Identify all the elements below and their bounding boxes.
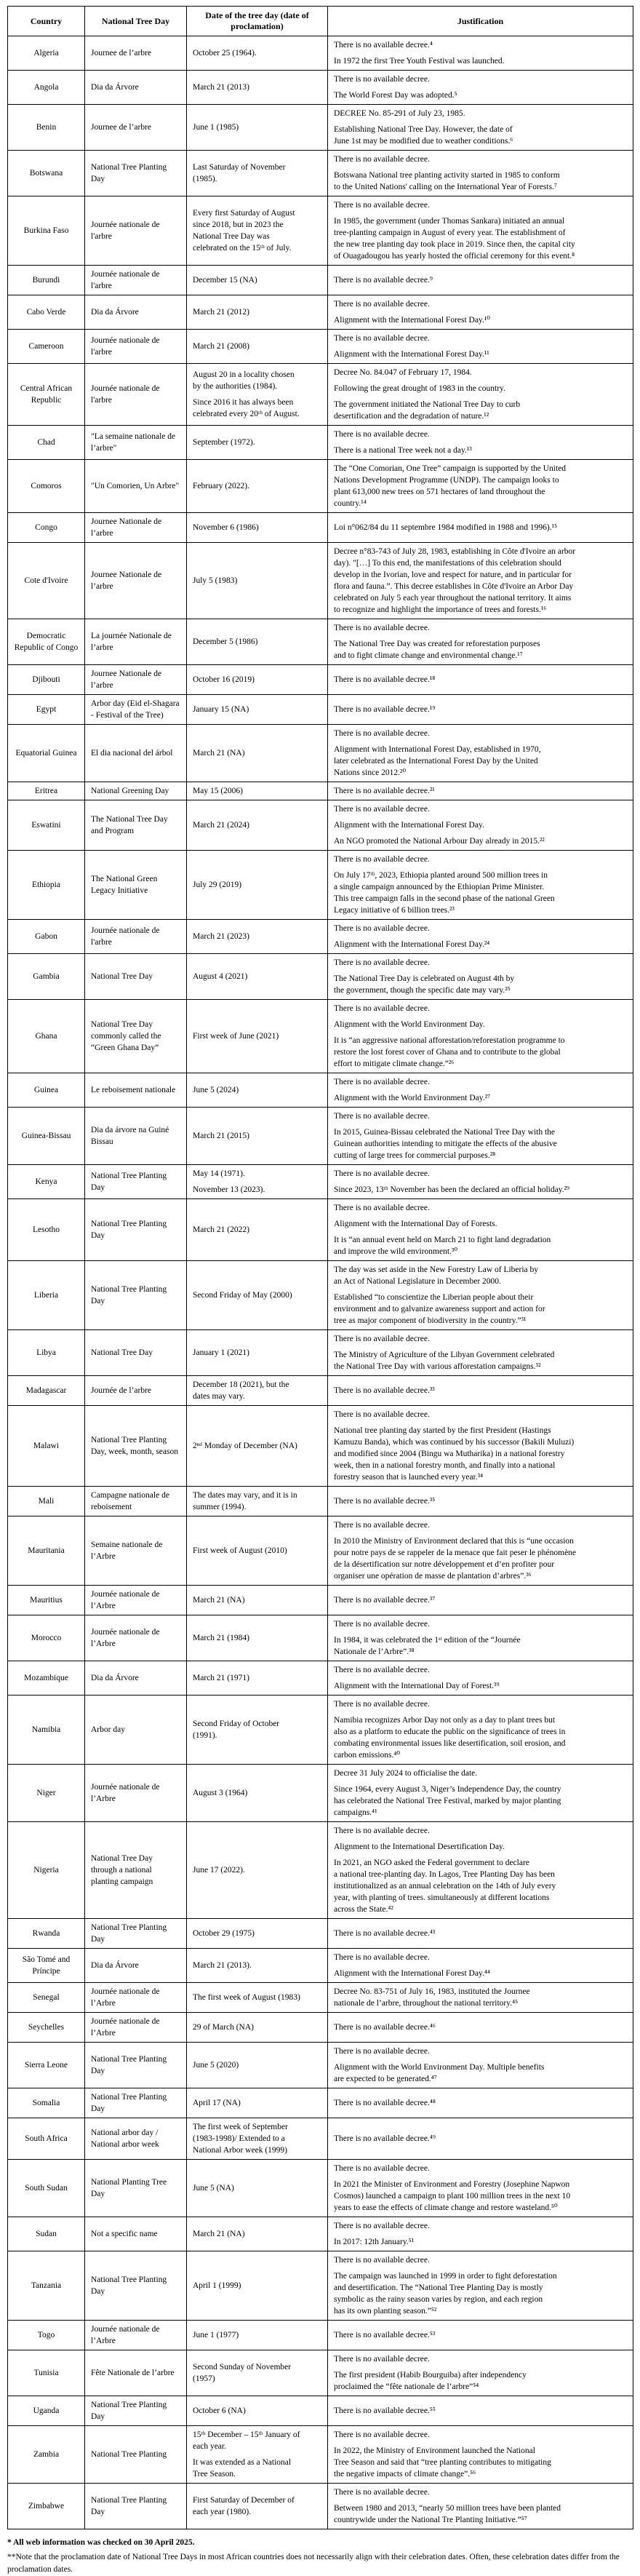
tree-day-name-cell: The National Tree Day and Program	[85, 800, 187, 851]
tree-day-name-cell: National Tree Planting Day	[85, 2396, 187, 2426]
tree-day-name-cell: National Tree Planting Day	[85, 2251, 187, 2321]
country-cell: Togo	[8, 2321, 85, 2350]
country-cell: Sierra Leone	[8, 2043, 85, 2088]
country-cell: Guinea	[8, 1073, 85, 1108]
justification-cell: There is no available decree. Alignment with the International Forest Day.¹¹	[328, 330, 633, 364]
tree-day-name-cell: Arbor day	[85, 1696, 187, 1765]
country-cell: Burkina Faso	[8, 196, 85, 266]
date-cell: First week of August (2010)	[187, 1516, 328, 1586]
country-cell: Benin	[8, 105, 85, 151]
tree-day-name-cell: Journee Nationale de l’arbre	[85, 543, 187, 619]
table-row	[8, 1516, 633, 1586]
country-cell: Botswana	[8, 151, 85, 196]
tree-day-name-cell: Le reboisement nationale	[85, 1073, 187, 1108]
country-cell: Equatorial Guinea	[8, 725, 85, 782]
justification-cell: There is no available decree. Namibia recognizes Arbor Day not only as a day to plant trees but also as a platform to educate the public on the significance of trees in combating environmental issues like desertification, soil erosion, and carbon emissions.⁴⁰	[328, 1696, 633, 1765]
date-cell: August 20 in a locality chosen by the authorities (1984). Since 2016 it has always been celebrated every 20ᵗʰ of August.	[187, 364, 328, 426]
tree-day-name-cell: Semaine nationale de l’Arbre	[85, 1516, 187, 1586]
header-date: Date of the tree day (date of proclamation)	[187, 7, 328, 36]
date-cell: October 6 (NA)	[187, 2396, 328, 2426]
tree-day-name-cell: Dia da Árvore	[85, 71, 187, 105]
justification-cell: There is no available decree. In 2022, the Ministry of Environment launched the National Tree Season and said that “tree planting contributes to mitigating the negative impacts of climate change”.⁵⁶	[328, 2426, 633, 2484]
country-cell: Zimbabwe	[8, 2484, 85, 2529]
table-row	[8, 36, 633, 71]
date-cell: The first week of September (1983-1998)/ Extended to a National Arbor week (1999)	[187, 2118, 328, 2160]
date-cell: July 29 (2019)	[187, 851, 328, 920]
justification-cell: The day was set aside in the New Forestry Law of Liberia by an Act of National Legislature in December 2000. Established “to conscientize the Liberian people about their environment and to galvanize awareness support and action for tree as major component of biodiversity in the country.”³¹	[328, 1261, 633, 1330]
header-tree-day-name: National Tree Day	[85, 7, 187, 36]
tree-day-name-cell: Journée nationale de l’Arbre	[85, 1983, 187, 2013]
country-cell: Sudan	[8, 2217, 85, 2251]
table-row	[8, 695, 633, 725]
date-cell: March 21 (1984)	[187, 1615, 328, 1661]
country-cell: Angola	[8, 71, 85, 105]
justification-cell: There is no available decree.⁵⁵	[328, 2396, 633, 2426]
date-cell: The first week of August (1983)	[187, 1983, 328, 2013]
tree-day-name-cell: Journée nationale de l'arbre	[85, 920, 187, 954]
table-row	[8, 2088, 633, 2118]
table-row	[8, 920, 633, 954]
country-cell: Eritrea	[8, 782, 85, 800]
table-row	[8, 1822, 633, 1919]
country-cell: Democratic Republic of Congo	[8, 619, 85, 665]
justification-cell: There is no available decree. In 1984, it was celebrated the 1ˢᵗ edition of the “Journée Nationale de l’Arbre”.³⁸	[328, 1615, 633, 1661]
country-cell: Central African Republic	[8, 364, 85, 426]
justification-cell: Decree No. 83-751 of July 16, 1983, instituted the Journee nationale de l’arbre, throughout the national territory.⁴⁵	[328, 1983, 633, 2013]
table-row	[8, 266, 633, 295]
justification-cell: There is no available decree.³³	[328, 1376, 633, 1406]
country-cell: Cabo Verde	[8, 295, 85, 330]
tree-day-name-cell: El dia nacional del árbol	[85, 725, 187, 782]
table-row	[8, 725, 633, 782]
country-cell: South Sudan	[8, 2160, 85, 2217]
date-cell: Second Friday of October (1991).	[187, 1696, 328, 1765]
table-row	[8, 196, 633, 266]
justification-cell: There is no available decree. National tree planting day started by the first President (Hastings Kamuzu Banda), which was continued by his successor (Bakili Muluzi) and modified since 2004 (Bingu wa Mutharika) in a national forestry week, then in a national forestry month, and finally into a national forestry season that is launched every year.³⁴	[328, 1406, 633, 1487]
country-cell: Morocco	[8, 1615, 85, 1661]
date-cell: January 1 (2021)	[187, 1330, 328, 1376]
date-cell: Last Saturday of November (1985).	[187, 151, 328, 196]
table-row	[8, 1261, 633, 1330]
country-cell: Mauritania	[8, 1516, 85, 1586]
tree-day-name-cell: National Tree Planting Day	[85, 1261, 187, 1330]
tree-day-name-cell: Not a specific name	[85, 2217, 187, 2251]
justification-cell: There is no available decree.⁵³	[328, 2321, 633, 2350]
justification-cell: There is no available decree. Alignment with the International Day of Forest.³⁹	[328, 1661, 633, 1696]
justification-cell: There is no available decree. The National Tree Day is celebrated on August 4th by the government, though the specific date may vary.²⁵	[328, 954, 633, 1000]
justification-cell: There is no available decree. There is a national Tree week not a day.¹³	[328, 426, 633, 460]
country-cell: Rwanda	[8, 1919, 85, 1949]
justification-cell: Loi n°062/84 du 11 septembre 1984 modified in 1988 and 1996).¹⁵	[328, 513, 633, 543]
tree-day-name-cell: Journee de l’arbre	[85, 105, 187, 151]
tree-day-name-cell: National Tree Planting Day	[85, 2043, 187, 2088]
table-row	[8, 2426, 633, 2484]
table-row	[8, 2217, 633, 2251]
country-cell: Eswatini	[8, 800, 85, 851]
table-row	[8, 800, 633, 851]
country-cell: Liberia	[8, 1261, 85, 1330]
table-row	[8, 2013, 633, 2043]
country-cell: Ghana	[8, 1000, 85, 1073]
country-cell: Guinea-Bissau	[8, 1108, 85, 1165]
justification-cell: There is no available decree. Alignment with International Forest Day, established in 1970, later celebrated as the International Forest Day by the United Nations since 2012.²⁰	[328, 725, 633, 782]
header-country: Country	[8, 7, 85, 36]
justification-cell: There is no available decree.¹⁸	[328, 665, 633, 695]
justification-cell: There is no available decree.¹⁹	[328, 695, 633, 725]
justification-cell: There is no available decree.³⁷	[328, 1586, 633, 1615]
table-row	[8, 364, 633, 426]
tree-day-name-cell: Journée nationale de l'arbre	[85, 364, 187, 426]
tree-day-name-cell: National Planting Tree Day	[85, 2160, 187, 2217]
date-cell: March 21 (2023)	[187, 920, 328, 954]
tree-day-name-cell: La journée Nationale de l’arbre	[85, 619, 187, 665]
tree-day-name-cell: Campagne nationale de reboisement	[85, 1487, 187, 1516]
date-cell: March 21 (2024)	[187, 800, 328, 851]
tree-day-name-cell: The National Green Legacy Initiative	[85, 851, 187, 920]
date-cell: March 21 (2013).	[187, 1949, 328, 1983]
date-cell: March 21 (2022)	[187, 1199, 328, 1261]
tree-day-name-cell: National Tree Planting	[85, 2426, 187, 2484]
justification-cell: There is no available decree. In 2010 the Ministry of Environment declared that this is “une occasion pour notre pays de se rappeler de la menace que fait peser le phénomène de la désertification sur notre développement et d’en profiter pour organiser une opération de masse de plantation d’arbres”.³⁶	[328, 1516, 633, 1586]
footnotes	[7, 2537, 633, 2576]
justification-cell: There is no available decree.⁴³	[328, 1919, 633, 1949]
tree-day-name-cell: National Tree Day through a national planting campaign	[85, 1822, 187, 1919]
country-cell: Mauritius	[8, 1586, 85, 1615]
justification-cell: There is no available decree. The World Forest Day was adopted.⁵	[328, 71, 633, 105]
table-row	[8, 1615, 633, 1661]
date-cell: March 21 (NA)	[187, 2217, 328, 2251]
table-row	[8, 2160, 633, 2217]
table-row	[8, 543, 633, 619]
date-cell: May 15 (2006)	[187, 782, 328, 800]
country-cell: Tanzania	[8, 2251, 85, 2321]
header-justification: Justification	[328, 7, 633, 36]
table-row	[8, 1949, 633, 1983]
tree-day-name-cell: Fête Nationale de l’arbre	[85, 2350, 187, 2396]
tree-day-name-cell: "La semaine nationale de l’arbre"	[85, 426, 187, 460]
date-cell: November 6 (1986)	[187, 513, 328, 543]
date-cell: July 5 (1983)	[187, 543, 328, 619]
tree-day-name-cell: Journée nationale de l’Arbre	[85, 1765, 187, 1822]
country-cell: Namibia	[8, 1696, 85, 1765]
tree-day-name-cell: National Tree Day	[85, 1330, 187, 1376]
justification-cell: There is no available decree. Since 2023, 13ᵗʰ November has been the declared an official holiday.²⁹	[328, 1165, 633, 1199]
country-cell: Djibouti	[8, 665, 85, 695]
justification-cell: The “One Comorian, One Tree” campaign is supported by the United Nations Development Programme (UNDP). The campaign looks to plant 613,000 new trees on 571 hectares of land throughout the country.¹⁴	[328, 460, 633, 513]
date-cell: June 5 (2024)	[187, 1073, 328, 1108]
date-cell: December 18 (2021), but the dates may vary.	[187, 1376, 328, 1406]
date-cell: August 3 (1964)	[187, 1765, 328, 1822]
justification-cell: There is no available decree. Alignment with the International Forest Day.⁴⁴	[328, 1949, 633, 1983]
country-cell: Egypt	[8, 695, 85, 725]
table-row	[8, 1000, 633, 1073]
tree-day-name-cell: Dia da Árvore	[85, 1949, 187, 1983]
tree-day-name-cell: Journée nationale de l’Arbre	[85, 2013, 187, 2043]
justification-cell: There is no available decree. Alignment with the International Forest Day.¹⁰	[328, 295, 633, 330]
date-cell: August 4 (2021)	[187, 954, 328, 1000]
tree-day-name-cell: Journée nationale de l’Arbre	[85, 1586, 187, 1615]
date-cell: Second Friday of May (2000)	[187, 1261, 328, 1330]
tree-day-name-cell: Journée nationale de l’Arbre	[85, 2321, 187, 2350]
justification-cell: There is no available decree.³⁵	[328, 1487, 633, 1516]
date-cell: February (2022).	[187, 460, 328, 513]
tree-day-name-cell: National Tree Planting Day, week, month, season	[85, 1406, 187, 1487]
justification-cell: There is no available decree. Alignment with the International Day of Forests. It is “an annual event held on March 21 to fight land degradation and improve the wild environment.³⁰	[328, 1199, 633, 1261]
date-cell: October 25 (1964).	[187, 36, 328, 71]
tree-day-name-cell: National Tree Planting Day	[85, 1919, 187, 1949]
country-cell: Chad	[8, 426, 85, 460]
table-row	[8, 1376, 633, 1406]
table-row	[8, 1586, 633, 1615]
tree-day-name-cell: Journée nationale de l'arbre	[85, 266, 187, 295]
date-cell: March 21 (NA)	[187, 725, 328, 782]
date-cell: March 21 (2008)	[187, 330, 328, 364]
table-row	[8, 665, 633, 695]
table-row	[8, 330, 633, 364]
date-cell: December 5 (1986)	[187, 619, 328, 665]
country-cell: Comoros	[8, 460, 85, 513]
tree-day-name-cell: Journée nationale de l’Arbre	[85, 1615, 187, 1661]
country-cell: Somalia	[8, 2088, 85, 2118]
table-row	[8, 782, 633, 800]
justification-cell: There is no available decree. Alignment with the World Environment Day. Multiple benefits are expected to be generated.⁴⁷	[328, 2043, 633, 2088]
justification-cell: There is no available decree. Alignment with the International Forest Day. An NGO promoted the National Arbour Day already in 2015.²²	[328, 800, 633, 851]
justification-cell: There is no available decree. The first president (Habib Bourguiba) after independency proclaimed the “fête nationale de l’arbre”⁵⁴	[328, 2350, 633, 2396]
date-cell: June 17 (2022).	[187, 1822, 328, 1919]
table-row	[8, 513, 633, 543]
justification-cell: There is no available decree. The campaign was launched in 1999 in order to fight deforestation and desertification. The “National Tree Planting Day is mostly symbolic as the rainy season varies by region, and each region has its own planting season.”⁵²	[328, 2251, 633, 2321]
table-body	[8, 36, 633, 2529]
tree-day-name-cell: Journée de l’arbre	[85, 1376, 187, 1406]
justification-cell: There is no available decree. Alignment with the World Environment Day. It is “an aggressive national afforestation/reforestation programme to restore the lost forest cover of Ghana and to contribute to the global effort to mitigate climate change.”²⁶	[328, 1000, 633, 1073]
date-cell: June 1 (1977)	[187, 2321, 328, 2350]
table-row	[8, 1199, 633, 1261]
table-row	[8, 105, 633, 151]
date-cell: 15ᵗʰ December – 15ᵗʰ January of each year. It was extended as a National Tree Season.	[187, 2426, 328, 2484]
date-cell: 2ⁿᵈ Monday of December (NA)	[187, 1406, 328, 1487]
table-row	[8, 2321, 633, 2350]
country-cell: Algeria	[8, 36, 85, 71]
country-cell: Congo	[8, 513, 85, 543]
date-cell: December 15 (NA)	[187, 266, 328, 295]
tree-day-name-cell: "Un Comorien, Un Arbre"	[85, 460, 187, 513]
footnote-proclamation-note: **Note that the proclamation date of National Tree Days in most African countries does not necessarily align with their celebration dates. Often, these celebration dates differ from the proclamation dates.	[7, 2553, 620, 2574]
date-cell: Second Sunday of November (1957)	[187, 2350, 328, 2396]
justification-cell: There is no available decree.⁴⁸	[328, 2088, 633, 2118]
date-cell: June 5 (NA)	[187, 2160, 328, 2217]
tree-day-name-cell: National Tree Planting Day	[85, 151, 187, 196]
date-cell: March 21 (2012)	[187, 295, 328, 330]
table-row	[8, 954, 633, 1000]
country-cell: Ethiopia	[8, 851, 85, 920]
country-cell: Zambia	[8, 2426, 85, 2484]
justification-cell: There is no available decree.⁹	[328, 266, 633, 295]
justification-cell: DECREE No. 85-291 of July 23, 1985. Establishing National Tree Day. However, the date of June 1st may be modified due to weather conditions.⁶	[328, 105, 633, 151]
date-cell: September (1972).	[187, 426, 328, 460]
date-cell: Every first Saturday of August since 2018, but in 2023 the National Tree Day was celebrated on the 15ᵗʰ of July.	[187, 196, 328, 266]
justification-cell: Decree n°83-743 of July 28, 1983, establishing in Côte d'Ivoire an arbor day). "[…] To this end, the manifestations of this celebration should develop in the Ivorian, love and respect for nature, and in particular for flora and fauna.”. This decree establishes in Côte d'Ivoire an Arbor Day celebrated on July 5 each year throughout the national territory. It aims to recognize and highlight the importance of trees and forests.¹⁶	[328, 543, 633, 619]
date-cell: April 1 (1999)	[187, 2251, 328, 2321]
tree-day-name-cell: National Tree Day	[85, 954, 187, 1000]
tree-day-name-cell: Journee de l’arbre	[85, 36, 187, 71]
table-row	[8, 1165, 633, 1199]
table-row	[8, 1487, 633, 1516]
country-cell: São Tomé and Príncipe	[8, 1949, 85, 1983]
country-cell: Cameroon	[8, 330, 85, 364]
date-cell: May 14 (1971). November 13 (2023).	[187, 1165, 328, 1199]
country-cell: Libya	[8, 1330, 85, 1376]
table-row	[8, 1696, 633, 1765]
table-row	[8, 1765, 633, 1822]
date-cell: First Saturday of December of each year (1980).	[187, 2484, 328, 2529]
tree-day-name-cell: Journée nationale de l'arbre	[85, 196, 187, 266]
justification-cell: There is no available decree. In 1985, the government (under Thomas Sankara) initiated an annual tree-planting campaign in August of every year. The establishment of the new tree planting day took place in 2019. Since then, the capital city of Ouagadougou has yearly hosted the official ceremony for this event.⁸	[328, 196, 633, 266]
table-row	[8, 426, 633, 460]
table-row	[8, 71, 633, 105]
table-row	[8, 2350, 633, 2396]
date-cell: March 21 (2013)	[187, 71, 328, 105]
date-cell: March 21 (1971)	[187, 1661, 328, 1696]
country-cell: Mali	[8, 1487, 85, 1516]
tree-day-name-cell: Dia da Árvore	[85, 1661, 187, 1696]
country-cell: South Africa	[8, 2118, 85, 2160]
tree-day-name-cell: National Tree Planting Day	[85, 2088, 187, 2118]
date-cell: October 29 (1975)	[187, 1919, 328, 1949]
justification-cell: There is no available decree. Between 1980 and 2013, “nearly 50 million trees have been planted countrywide under the National Tre Planting Initiative.”⁵⁷	[328, 2484, 633, 2529]
table-row	[8, 1330, 633, 1376]
country-cell: Niger	[8, 1765, 85, 1822]
tree-day-name-cell: National Tree Planting Day	[85, 2484, 187, 2529]
date-cell: October 16 (2019)	[187, 665, 328, 695]
table-row	[8, 2396, 633, 2426]
justification-cell: There is no available decree. Alignment to the International Desertification Day. In 2021, an NGO asked the Federal government to declare a national tree-planting day. In Lagos, Tree Planting Day has been institutionalized as an annual celebration on the 14th of July every year, with planting of trees. simultaneously at different locations across the State.⁴²	[328, 1822, 633, 1919]
table-row	[8, 1406, 633, 1487]
table-row	[8, 2043, 633, 2088]
date-cell: March 21 (2015)	[187, 1108, 328, 1165]
table-row	[8, 1108, 633, 1165]
tree-day-name-cell: National Greening Day	[85, 782, 187, 800]
table-row	[8, 1983, 633, 2013]
justification-cell: There is no available decree. Alignment with the World Environment Day.²⁷	[328, 1073, 633, 1108]
date-cell: March 21 (NA)	[187, 1586, 328, 1615]
justification-cell: There is no available decree. The Ministry of Agriculture of the Libyan Government celebrated the National Tree Day with various afforestation campaigns.³²	[328, 1330, 633, 1376]
date-cell: June 1 (1985)	[187, 105, 328, 151]
country-cell: Madagascar	[8, 1376, 85, 1406]
table-row	[8, 619, 633, 665]
country-cell: Tunisia	[8, 2350, 85, 2396]
justification-cell: There is no available decree. In 2015, Guinea-Bissau celebrated the National Tree Day with the Guinean authorities intending to mitigate the effects of the abusive cutting of large trees for commercial purposes.²⁸	[328, 1108, 633, 1165]
justification-cell: There is no available decree. On July 17ᵗʰ, 2023, Ethiopia planted around 500 million trees in a single campaign announced by the Ethiopian Prime Minister. This tree campaign falls in the second phase of the national Green Legacy initiative of 6 billion trees.²³	[328, 851, 633, 920]
tree-day-name-cell: National Tree Day commonly called the “Green Ghana Day”	[85, 1000, 187, 1073]
justification-cell: There is no available decree. In 2017: 12th January.⁵¹	[328, 2217, 633, 2251]
table-row	[8, 295, 633, 330]
tree-day-name-cell: Dia da árvore na Guiné Bissau	[85, 1108, 187, 1165]
date-cell: January 15 (NA)	[187, 695, 328, 725]
table-row	[8, 2118, 633, 2160]
table-row	[8, 460, 633, 513]
tree-day-name-cell: Arbor day (Eid el-Shagara - Festival of the Tree)	[85, 695, 187, 725]
country-cell: Nigeria	[8, 1822, 85, 1919]
date-cell: April 17 (NA)	[187, 2088, 328, 2118]
country-cell: Malawi	[8, 1406, 85, 1487]
justification-cell: There is no available decree.²¹	[328, 782, 633, 800]
tree-day-name-cell: Journée nationale de l'arbre	[85, 330, 187, 364]
justification-cell: Decree No. 84.047 of February 17, 1984. Following the great drought of 1983 in the country. The government initiated the National Tree Day to curb desertification and the degradation of nature.¹²	[328, 364, 633, 426]
justification-cell: There is no available decree. Alignment with the International Forest Day.²⁴	[328, 920, 633, 954]
country-cell: Kenya	[8, 1165, 85, 1199]
table-row	[8, 1661, 633, 1696]
country-cell: Gambia	[8, 954, 85, 1000]
tree-day-name-cell: National Tree Planting Day	[85, 1165, 187, 1199]
tree-day-name-cell: National Tree Planting Day	[85, 1199, 187, 1261]
tree-day-name-cell: Journee Nationale de l’arbre	[85, 665, 187, 695]
justification-cell: There is no available decree. In 2021 the Minister of Environment and Forestry (Josephine Napwon Cosmos) launched a campaign to plant 100 million trees in the next 10 years to ease the effects of climate change and restore wasteland.⁵⁰	[328, 2160, 633, 2217]
tree-day-name-cell: Journee Nationale de l’arbre	[85, 513, 187, 543]
table-row	[8, 2251, 633, 2321]
justification-cell: Decree 31 July 2024 to officialise the date. Since 1964, every August 3, Niger’s Independence Day, the country has celebrated the National Tree Festival, marked by major planting campaigns.⁴¹	[328, 1765, 633, 1822]
justification-cell: There is no available decree. Botswana National tree planting activity started in 1985 to conform to the United Nations' calling on the International Year of Forests.⁷	[328, 151, 633, 196]
justification-cell: There is no available decree.⁴⁹	[328, 2118, 633, 2160]
table-row	[8, 2484, 633, 2529]
country-cell: Lesotho	[8, 1199, 85, 1261]
table-row	[8, 851, 633, 920]
national-tree-day-table	[7, 6, 633, 2529]
country-cell: Mozambique	[8, 1661, 85, 1696]
table-row	[8, 1073, 633, 1108]
country-cell: Gabon	[8, 920, 85, 954]
country-cell: Uganda	[8, 2396, 85, 2426]
table-header-row	[8, 7, 633, 36]
country-cell: Senegal	[8, 1983, 85, 2013]
justification-cell: There is no available decree.⁴ In 1972 the first Tree Youth Festival was launched.	[328, 36, 633, 71]
date-cell: June 5 (2020)	[187, 2043, 328, 2088]
date-cell: First week of June (2021)	[187, 1000, 328, 1073]
date-cell: The dates may vary, and it is in summer (1994).	[187, 1487, 328, 1516]
footnote-checked-date: * All web information was checked on 30 April 2025.	[7, 2538, 195, 2547]
justification-cell: There is no available decree. The National Tree Day was created for reforestation purposes and to fight climate change and environmental change.¹⁷	[328, 619, 633, 665]
country-cell: Seychelles	[8, 2013, 85, 2043]
country-cell: Burundi	[8, 266, 85, 295]
table-row	[8, 151, 633, 196]
table-row	[8, 1919, 633, 1949]
date-cell: 29 of March (NA)	[187, 2013, 328, 2043]
justification-cell: There is no available decree.⁴⁶	[328, 2013, 633, 2043]
tree-day-name-cell: Dia da Árvore	[85, 295, 187, 330]
tree-day-name-cell: National arbor day / National arbor week	[85, 2118, 187, 2160]
country-cell: Cote d'Ivoire	[8, 543, 85, 619]
